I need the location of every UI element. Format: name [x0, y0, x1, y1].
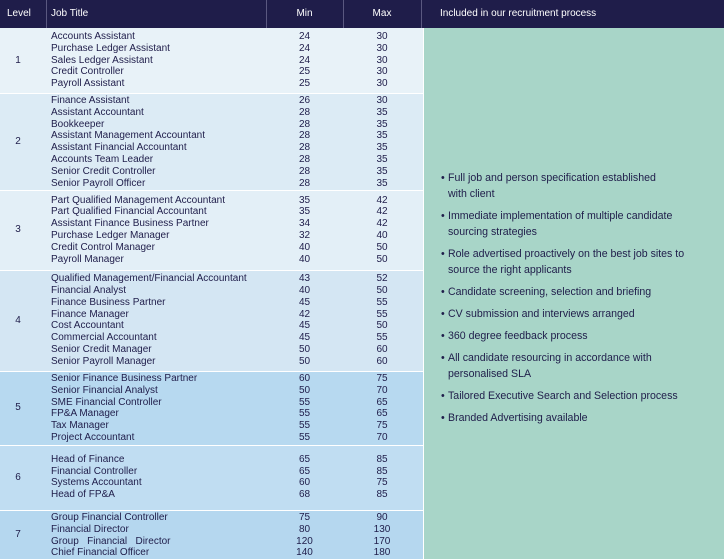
min-salary-column — [266, 373, 343, 444]
max-salary: 52 — [376, 273, 388, 285]
included-item-text: Role advertised proactively on the best job sites to source the right applicants — [448, 248, 685, 276]
header-min: Min — [296, 8, 313, 19]
job-title-column — [51, 95, 205, 189]
job-title: Finance Manager — [51, 308, 129, 320]
row-divider — [0, 445, 423, 446]
min-salary: 65 — [298, 453, 311, 465]
job-title-column — [51, 512, 171, 559]
job-title: Sales Ledger Assistant — [51, 54, 153, 66]
job-title: Credit Control Manager — [51, 241, 155, 253]
included-item — [441, 284, 684, 300]
min-salary: 120 — [296, 535, 313, 547]
min-salary: 28 — [298, 165, 311, 177]
min-salary: 55 — [298, 431, 311, 443]
job-title: Qualified Management/Financial Accountant — [51, 273, 247, 285]
min-salary: 40 — [298, 285, 311, 297]
level-group-4 — [0, 270, 423, 371]
included-item — [441, 350, 684, 382]
min-salary-column — [266, 512, 343, 559]
min-salary: 28 — [298, 177, 311, 189]
min-salary: 35 — [298, 194, 311, 206]
max-salary: 75 — [376, 373, 388, 384]
job-title: Project Accountant — [51, 431, 135, 443]
row-divider — [0, 190, 423, 191]
header-included: Included in our recruitment process — [440, 8, 597, 19]
level-group-6 — [0, 445, 423, 510]
max-salary-column — [343, 195, 421, 266]
level-number: 1 — [15, 54, 21, 66]
max-salary-column — [343, 31, 421, 90]
job-title: Head of Finance — [51, 453, 125, 465]
max-salary: 55 — [376, 332, 388, 344]
max-salary: 35 — [376, 118, 388, 130]
level-number: 3 — [15, 224, 21, 235]
level-group-5 — [0, 371, 423, 445]
job-title: Senior Finance Business Partner — [51, 373, 198, 384]
min-salary: 45 — [298, 332, 311, 344]
min-salary-column — [266, 454, 343, 501]
max-salary: 30 — [376, 66, 388, 78]
min-salary: 32 — [298, 229, 311, 241]
level-number: 6 — [15, 471, 21, 483]
max-salary-column — [343, 454, 421, 501]
bullet-icon: • — [441, 390, 445, 402]
job-title: Senior Financial Analyst — [51, 384, 158, 396]
min-salary: 50 — [298, 355, 311, 367]
job-title-column — [51, 195, 225, 266]
min-salary: 34 — [298, 218, 311, 230]
max-salary: 35 — [376, 106, 388, 118]
bullet-icon: • — [441, 210, 445, 222]
job-title: Senior Payroll Manager — [51, 355, 156, 367]
max-salary: 65 — [376, 408, 388, 420]
max-salary: 85 — [376, 489, 388, 501]
min-salary: 25 — [298, 78, 311, 90]
level-group-2 — [0, 93, 423, 190]
max-salary-column — [343, 273, 421, 367]
min-salary: 24 — [298, 31, 311, 42]
bullet-icon: • — [441, 330, 445, 342]
job-title: Assistant Management Accountant — [51, 130, 205, 142]
min-salary: 55 — [298, 408, 311, 420]
max-salary: 50 — [376, 320, 388, 332]
included-item — [441, 388, 684, 404]
included-item-text: Tailored Executive Search and Selection process — [448, 390, 678, 402]
max-salary: 75 — [376, 420, 388, 432]
min-salary-column — [266, 95, 343, 189]
max-salary-column — [343, 95, 421, 189]
included-item-text: CV submission and interviews arranged — [448, 308, 635, 320]
max-salary: 30 — [376, 54, 388, 66]
min-salary: 65 — [298, 465, 311, 477]
min-salary: 60 — [298, 477, 311, 489]
job-title: SME Financial Controller — [51, 396, 162, 408]
bullet-icon: • — [441, 352, 445, 364]
max-salary: 60 — [376, 355, 388, 367]
row-divider — [0, 510, 423, 511]
job-title: Accounts Team Leader — [51, 153, 154, 165]
job-title: Part Qualified Financial Accountant — [51, 206, 207, 218]
row-divider — [0, 371, 423, 372]
min-salary: 68 — [298, 489, 311, 501]
max-salary: 130 — [373, 523, 391, 535]
min-salary-column — [266, 31, 343, 90]
level-number: 4 — [15, 314, 21, 326]
job-title: Systems Accountant — [51, 477, 142, 489]
bullet-icon: • — [441, 308, 445, 320]
max-salary: 30 — [376, 42, 388, 54]
max-salary: 60 — [376, 344, 388, 356]
max-salary: 50 — [376, 253, 388, 265]
min-salary: 140 — [296, 547, 313, 559]
max-salary: 40 — [376, 229, 388, 241]
max-salary: 70 — [376, 431, 388, 443]
min-salary: 50 — [298, 344, 311, 356]
job-title: Financial Director — [51, 523, 129, 535]
included-item — [441, 246, 684, 278]
job-title: Assistant Finance Business Partner — [51, 218, 209, 230]
max-salary: 42 — [376, 194, 388, 206]
max-salary: 65 — [376, 396, 388, 408]
row-divider — [0, 270, 423, 271]
included-item-text: Branded Advertising available — [448, 412, 588, 424]
job-title: Finance Business Partner — [51, 296, 166, 308]
max-salary: 75 — [376, 477, 388, 489]
level-number: 7 — [15, 528, 21, 540]
included-item — [441, 410, 684, 426]
max-salary: 42 — [376, 218, 388, 230]
job-title: Accounts Assistant — [51, 31, 135, 42]
job-title: FP&A Manager — [51, 408, 119, 420]
min-salary: 55 — [298, 396, 311, 408]
min-salary: 55 — [298, 420, 311, 432]
max-salary-column — [343, 373, 421, 444]
min-salary: 28 — [298, 142, 311, 154]
job-title: Chief Financial Officer — [51, 547, 150, 559]
max-salary: 35 — [376, 153, 388, 165]
min-salary: 24 — [298, 42, 311, 54]
job-title: Payroll Manager — [51, 253, 124, 265]
max-salary: 30 — [376, 95, 388, 106]
job-title: Group Financial Director — [51, 535, 171, 547]
level-number: 5 — [15, 402, 21, 413]
min-salary: 28 — [298, 106, 311, 118]
level-group-3 — [0, 190, 423, 270]
included-item-text: 360 degree feedback process — [448, 330, 588, 342]
job-title: Bookkeeper — [51, 118, 105, 130]
table-header — [0, 0, 724, 28]
job-title: Assistant Accountant — [51, 106, 144, 118]
max-salary: 55 — [376, 296, 388, 308]
max-salary: 30 — [376, 78, 388, 90]
bullet-icon: • — [441, 412, 445, 424]
job-title-column — [51, 273, 247, 367]
job-title: Financial Controller — [51, 465, 138, 477]
job-title: Group Financial Controller — [51, 512, 168, 523]
included-item — [441, 170, 684, 202]
bullet-icon: • — [441, 248, 445, 260]
header-level: Level — [7, 8, 31, 19]
included-item-text: All candidate resourcing in accordance with personalised SLA — [448, 352, 652, 380]
job-title-column — [51, 454, 142, 501]
min-salary: 25 — [298, 66, 311, 78]
job-title: Purchase Ledger Manager — [51, 229, 170, 241]
job-title: Financial Analyst — [51, 285, 127, 297]
min-salary: 45 — [298, 320, 311, 332]
job-title: Credit Controller — [51, 66, 124, 78]
included-item — [441, 208, 684, 240]
min-salary-column — [266, 195, 343, 266]
min-salary: 28 — [298, 118, 311, 130]
included-item-text: Full job and person specification established with client — [448, 172, 656, 200]
job-title-column — [51, 373, 197, 444]
job-title: Senior Payroll Officer — [51, 177, 146, 189]
job-title: Head of FP&A — [51, 489, 115, 501]
min-salary: 43 — [298, 273, 311, 285]
min-salary: 40 — [298, 253, 311, 265]
level-group-7 — [0, 510, 423, 559]
job-title: Payroll Assistant — [51, 78, 125, 90]
included-item-text: Immediate implementation of multiple candidate sourcing strategies — [448, 210, 673, 238]
job-title: Part Qualified Management Accountant — [51, 194, 225, 206]
job-title: Commercial Accountant — [51, 332, 157, 344]
max-salary: 50 — [376, 285, 388, 297]
max-salary: 30 — [376, 31, 388, 42]
min-salary-column — [266, 273, 343, 367]
min-salary: 50 — [298, 384, 311, 396]
max-salary: 180 — [373, 547, 391, 559]
min-salary: 75 — [298, 512, 311, 523]
min-salary: 28 — [298, 130, 311, 142]
level-group-1 — [0, 28, 423, 93]
max-salary: 55 — [376, 308, 388, 320]
job-title: Cost Accountant — [51, 320, 124, 332]
included-item-text: Candidate screening, selection and briefing — [448, 286, 652, 298]
included-list — [441, 170, 684, 432]
max-salary: 85 — [376, 465, 388, 477]
max-salary: 170 — [373, 535, 391, 547]
min-salary: 45 — [298, 296, 311, 308]
max-salary: 70 — [376, 384, 388, 396]
included-item — [441, 306, 684, 322]
min-salary: 80 — [298, 523, 311, 535]
job-title: Senior Credit Manager — [51, 344, 152, 356]
job-title-column — [51, 31, 170, 90]
min-salary: 24 — [298, 54, 311, 66]
max-salary: 35 — [376, 142, 388, 154]
max-salary-column — [343, 512, 421, 559]
min-salary: 28 — [298, 153, 311, 165]
header-job-title: Job Title — [51, 8, 89, 19]
min-salary: 35 — [298, 206, 311, 218]
row-divider — [0, 93, 423, 94]
job-title: Assistant Financial Accountant — [51, 142, 187, 154]
min-salary: 42 — [298, 308, 311, 320]
included-item — [441, 328, 684, 344]
job-title: Senior Credit Controller — [51, 165, 156, 177]
max-salary: 50 — [376, 241, 388, 253]
job-title: Finance Assistant — [51, 95, 130, 106]
max-salary: 35 — [376, 130, 388, 142]
min-salary: 26 — [298, 95, 311, 106]
max-salary: 85 — [376, 453, 388, 465]
bullet-icon: • — [441, 172, 445, 184]
min-salary: 40 — [298, 241, 311, 253]
job-title: Tax Manager — [51, 420, 109, 432]
job-title: Purchase Ledger Assistant — [51, 42, 170, 54]
max-salary: 35 — [376, 177, 388, 189]
level-number: 2 — [15, 135, 21, 147]
bullet-icon: • — [441, 286, 445, 298]
max-salary: 35 — [376, 165, 388, 177]
min-salary: 60 — [298, 373, 311, 384]
max-salary: 90 — [376, 512, 388, 523]
max-salary: 42 — [376, 206, 388, 218]
header-max: Max — [372, 8, 392, 19]
